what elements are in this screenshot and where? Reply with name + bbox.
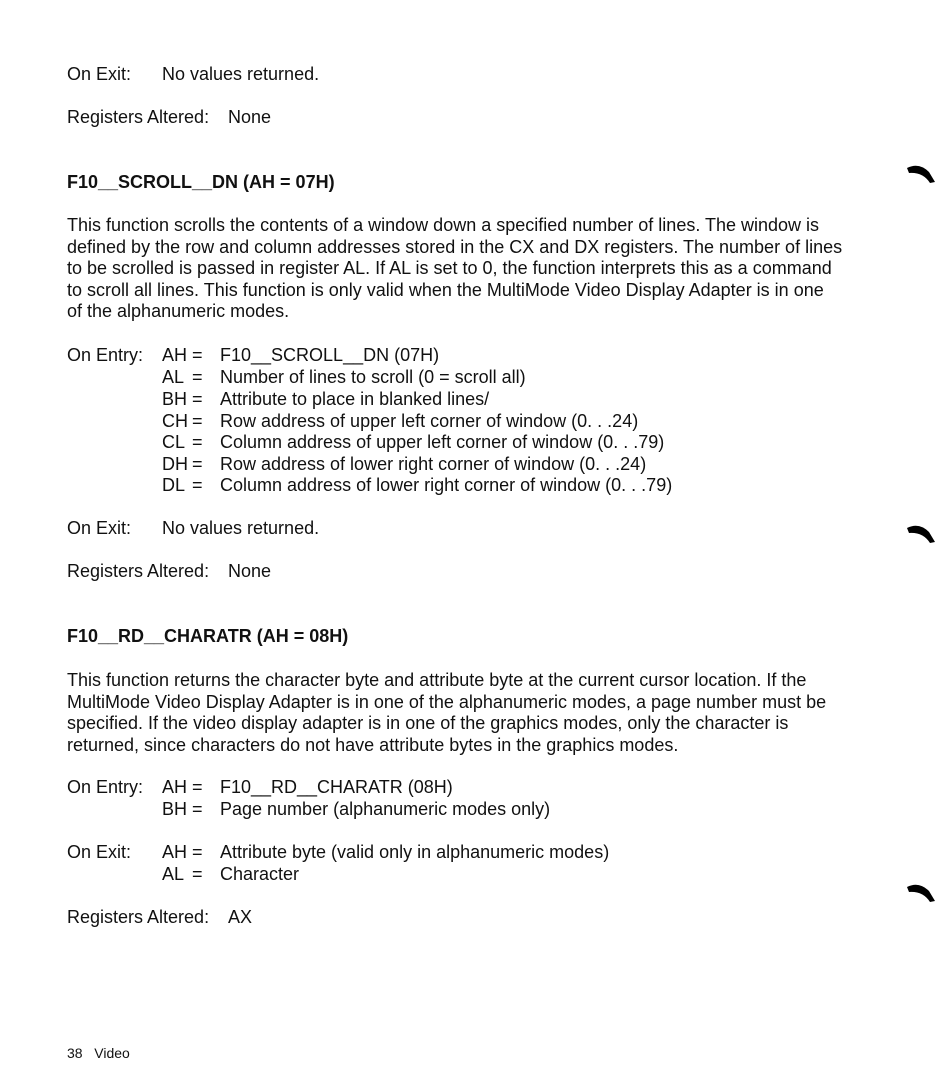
on-exit-label: On Exit: [67,518,132,538]
paragraph-line: MultiMode Video Display Adapter is in one of the alphanumeric modes, a page number must be [67,691,827,712]
equals-sign: = [192,367,203,387]
register-name: AL [162,367,185,387]
register-name: AH [162,777,188,797]
paragraph-line: This function scrolls the contents of a window down a specified number of lines. The window is [67,215,820,235]
paragraph-line: of the alphanumeric modes. [67,301,290,322]
register-name: BH [162,799,188,819]
on-exit-value [162,63,319,85]
register-row [162,388,489,410]
registers-altered-value: None [228,561,272,581]
paragraph-line: to scroll all lines. This function is only valid when the MultiMode Video Display Adapter is in one [67,279,824,300]
on-exit-label: On Exit: [67,842,132,862]
register-name: AH [162,345,188,365]
on-exit-row [67,63,131,85]
on-exit-label: On Exit: [67,64,132,84]
registers-altered-label: Registers Altered: [67,561,210,581]
page-number: 38 [67,1045,83,1061]
binder-mark-icon [905,164,937,186]
registers-altered-row [67,106,209,128]
register-name: DL [162,475,186,495]
register-name: AL [162,864,185,884]
register-description: Column address of upper left corner of window (0. . .79) [220,432,665,452]
registers-altered-label: Registers Altered: [67,107,210,127]
equals-sign: = [192,432,203,452]
on-entry-label: On Entry: [67,345,144,365]
equals-sign: = [192,345,203,365]
register-description: Number of lines to scroll (0 = scroll all) [220,367,526,387]
register-name: DH [162,454,188,474]
register-description: Character [220,864,300,884]
binder-mark-icon [905,883,937,905]
register-row [162,841,609,863]
equals-sign: = [192,411,203,431]
registers-altered-label: Registers Altered: [67,907,210,927]
paragraph-line: defined by the row and column addresses stored in the CX and DX registers. The number of lines [67,236,843,257]
register-description: Attribute to place in blanked lines/ [220,389,490,409]
footer-section-name: Video [94,1045,130,1061]
register-row [162,776,453,798]
register-row [162,344,439,366]
register-description: Page number (alphanumeric modes only) [220,799,551,819]
equals-sign: = [192,475,203,495]
register-description: F10__SCROLL__DN (07H) [220,345,440,365]
paragraph-line: This function returns the character byte and attribute byte at the current cursor location. If the [67,670,807,690]
registers-altered-value-text: None [228,107,272,127]
register-name: BH [162,389,188,409]
paragraph-line: to be scrolled is passed in register AL. If AL is set to 0, the function interprets this as a command [67,258,832,279]
register-description: F10__RD__CHARATR (08H) [220,777,453,797]
register-row [162,431,664,453]
on-entry-label: On Entry: [67,777,144,797]
register-row [162,453,646,475]
registers-altered-value [228,106,271,128]
section-paragraph-scroll-dn [67,215,867,323]
equals-sign: = [192,799,203,819]
register-name: AH [162,842,188,862]
section-heading-rd-charatr: F10__RD__CHARATR (AH = 08H) [67,626,349,646]
binder-mark-icon [905,524,937,546]
register-row [162,474,672,496]
section-paragraph-rd-charatr [67,670,867,756]
registers-altered-value: AX [228,907,253,927]
register-description: Column address of lower right corner of window (0. . .79) [220,475,673,495]
register-row [162,863,299,885]
equals-sign: = [192,777,203,797]
register-description: Row address of lower right corner of window (0. . .24) [220,454,647,474]
on-exit-value: No values returned. [162,518,320,538]
register-name: CH [162,411,188,431]
equals-sign: = [192,454,203,474]
equals-sign: = [192,389,203,409]
register-description: Attribute byte (valid only in alphanumeric modes) [220,842,610,862]
register-row [162,366,526,388]
register-name: CL [162,432,186,452]
register-description: Row address of upper left corner of window (0. . .24) [220,411,639,431]
paragraph-line: specified. If the video display adapter is in one of the graphics modes, only the character is [67,713,789,734]
register-row [162,410,638,432]
page-footer [67,1044,130,1062]
register-row [162,798,550,820]
equals-sign: = [192,864,203,884]
on-exit-value-text: No values returned. [162,64,320,84]
section-heading-scroll-dn: F10__SCROLL__DN (AH = 07H) [67,172,335,192]
paragraph-line: returned, since characters do not have attribute bytes in the graphics modes. [67,734,679,755]
equals-sign: = [192,842,203,862]
